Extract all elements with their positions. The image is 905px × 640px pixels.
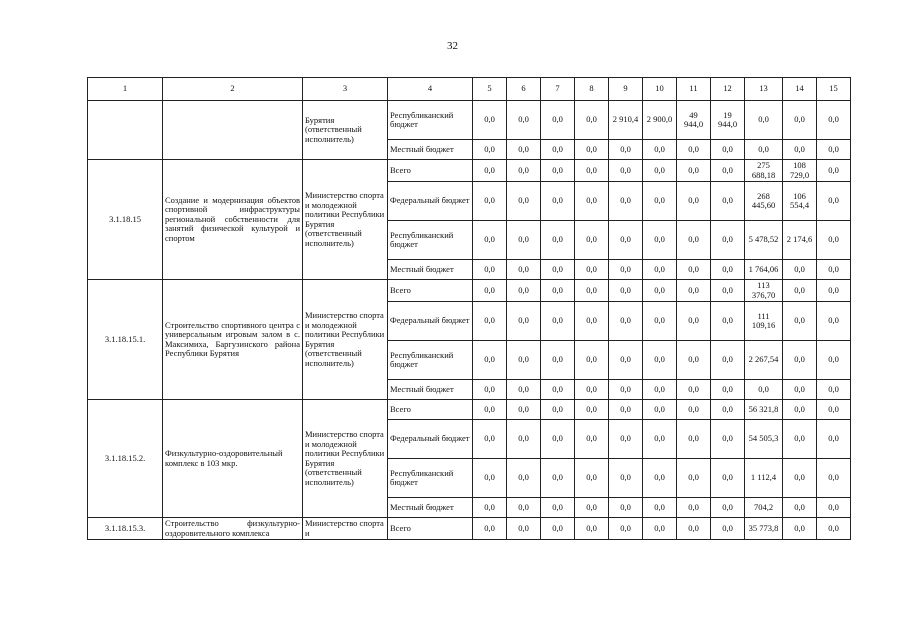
value-cell: 0,0	[711, 140, 745, 160]
value-cell: 0,0	[677, 302, 711, 341]
value-cell: 0,0	[541, 280, 575, 302]
value-cell: 0,0	[643, 280, 677, 302]
value-cell: 0,0	[643, 160, 677, 182]
funding-source-cell: Местный бюджет	[388, 140, 473, 160]
funding-source-cell: Всего	[388, 280, 473, 302]
budget-table	[87, 77, 851, 540]
value-cell: 0,0	[575, 380, 609, 400]
funding-source-cell: Всего	[388, 400, 473, 420]
funding-source-cell: Республиканский бюджет	[388, 341, 473, 380]
value-cell: 5 478,52	[745, 221, 783, 260]
value-cell: 0,0	[575, 459, 609, 498]
value-cell: 0,0	[783, 518, 817, 540]
value-cell: 0,0	[783, 498, 817, 518]
continuation-code	[88, 101, 163, 160]
value-cell: 0,0	[643, 221, 677, 260]
value-cell: 0,0	[817, 140, 851, 160]
value-cell: 0,0	[817, 182, 851, 221]
funding-source-cell: Всего	[388, 160, 473, 182]
value-cell: 0,0	[677, 160, 711, 182]
value-cell: 0,0	[473, 280, 507, 302]
value-cell: 0,0	[817, 260, 851, 280]
value-cell: 0,0	[711, 182, 745, 221]
value-cell: 0,0	[575, 498, 609, 518]
value-cell: 0,0	[817, 221, 851, 260]
value-cell: 0,0	[745, 140, 783, 160]
value-cell: 1 764,06	[745, 260, 783, 280]
value-cell: 19 944,0	[711, 101, 745, 140]
table-row	[88, 518, 851, 540]
value-cell: 0,0	[817, 341, 851, 380]
value-cell: 0,0	[609, 160, 643, 182]
funding-source-cell: Местный бюджет	[388, 260, 473, 280]
value-cell: 0,0	[575, 341, 609, 380]
value-cell: 0,0	[609, 380, 643, 400]
column-header-9: 9	[609, 78, 643, 101]
value-cell: 0,0	[473, 400, 507, 420]
column-header-12: 12	[711, 78, 745, 101]
value-cell: 0,0	[711, 380, 745, 400]
value-cell: 0,0	[541, 459, 575, 498]
value-cell: 0,0	[609, 498, 643, 518]
value-cell: 0,0	[507, 459, 541, 498]
value-cell: 0,0	[745, 380, 783, 400]
value-cell: 0,0	[507, 101, 541, 140]
value-cell: 108 729,0	[783, 160, 817, 182]
continuation-name	[163, 101, 303, 160]
value-cell: 0,0	[507, 400, 541, 420]
column-header-14: 14	[783, 78, 817, 101]
value-cell: 0,0	[711, 459, 745, 498]
value-cell: 0,0	[507, 260, 541, 280]
funding-source-cell: Всего	[388, 518, 473, 540]
table-row	[88, 400, 851, 420]
value-cell: 0,0	[609, 302, 643, 341]
funding-source-cell: Местный бюджет	[388, 498, 473, 518]
value-cell: 0,0	[507, 302, 541, 341]
funding-source-cell: Республиканский бюджет	[388, 101, 473, 140]
value-cell: 0,0	[575, 182, 609, 221]
value-cell: 0,0	[541, 182, 575, 221]
group-2-name: Строительство спортивного центра с универсальным игровым залом в с. Максимиха, Баргузинского района Республики Бурятия	[163, 280, 303, 400]
value-cell: 0,0	[677, 400, 711, 420]
value-cell: 0,0	[643, 260, 677, 280]
value-cell: 0,0	[473, 420, 507, 459]
value-cell: 0,0	[711, 518, 745, 540]
value-cell: 0,0	[541, 400, 575, 420]
value-cell: 0,0	[575, 280, 609, 302]
value-cell: 0,0	[711, 280, 745, 302]
value-cell: 0,0	[643, 380, 677, 400]
value-cell: 0,0	[817, 498, 851, 518]
value-cell: 0,0	[711, 302, 745, 341]
value-cell: 0,0	[711, 498, 745, 518]
value-cell: 0,0	[677, 420, 711, 459]
value-cell: 113 376,70	[745, 280, 783, 302]
value-cell: 0,0	[507, 140, 541, 160]
value-cell: 0,0	[783, 280, 817, 302]
table-row	[88, 280, 851, 302]
value-cell: 0,0	[473, 302, 507, 341]
value-cell: 0,0	[541, 498, 575, 518]
continuation-owner: Бурятия (ответственный исполнитель)	[303, 101, 388, 160]
value-cell: 0,0	[643, 420, 677, 459]
column-header-15: 15	[817, 78, 851, 101]
value-cell: 0,0	[609, 280, 643, 302]
value-cell: 0,0	[817, 302, 851, 341]
value-cell: 0,0	[643, 400, 677, 420]
column-header-5: 5	[473, 78, 507, 101]
value-cell: 2 174,6	[783, 221, 817, 260]
funding-source-cell: Федеральный бюджет	[388, 182, 473, 221]
column-header-13: 13	[745, 78, 783, 101]
value-cell: 0,0	[473, 182, 507, 221]
value-cell: 0,0	[643, 341, 677, 380]
value-cell: 0,0	[817, 400, 851, 420]
value-cell: 0,0	[507, 498, 541, 518]
column-header-4: 4	[388, 78, 473, 101]
value-cell: 0,0	[711, 260, 745, 280]
value-cell: 49 944,0	[677, 101, 711, 140]
value-cell: 1 112,4	[745, 459, 783, 498]
value-cell: 0,0	[783, 101, 817, 140]
funding-source-cell: Федеральный бюджет	[388, 302, 473, 341]
value-cell: 0,0	[575, 518, 609, 540]
value-cell: 0,0	[541, 518, 575, 540]
group-1-name: Создание и модернизация объектов спортивной инфраструктуры региональной собственности для занятий физической культурой и спортом	[163, 160, 303, 280]
group-4-owner: Министерство спорта и	[303, 518, 388, 540]
value-cell: 268 445,60	[745, 182, 783, 221]
value-cell: 0,0	[711, 400, 745, 420]
value-cell: 54 505,3	[745, 420, 783, 459]
value-cell: 2 267,54	[745, 341, 783, 380]
value-cell: 0,0	[609, 420, 643, 459]
value-cell: 0,0	[677, 260, 711, 280]
column-header-3: 3	[303, 78, 388, 101]
value-cell: 0,0	[677, 498, 711, 518]
value-cell: 704,2	[745, 498, 783, 518]
value-cell: 0,0	[783, 459, 817, 498]
funding-source-cell: Местный бюджет	[388, 380, 473, 400]
value-cell: 0,0	[575, 160, 609, 182]
value-cell: 0,0	[677, 140, 711, 160]
value-cell: 0,0	[473, 140, 507, 160]
value-cell: 0,0	[609, 140, 643, 160]
value-cell: 0,0	[575, 400, 609, 420]
value-cell: 0,0	[783, 302, 817, 341]
value-cell: 0,0	[507, 160, 541, 182]
funding-source-cell: Республиканский бюджет	[388, 221, 473, 260]
column-header-2: 2	[163, 78, 303, 101]
value-cell: 0,0	[575, 302, 609, 341]
value-cell: 0,0	[541, 140, 575, 160]
column-header-6: 6	[507, 78, 541, 101]
value-cell: 0,0	[817, 420, 851, 459]
value-cell: 0,0	[677, 341, 711, 380]
value-cell: 0,0	[783, 380, 817, 400]
column-header-1: 1	[88, 78, 163, 101]
value-cell: 0,0	[507, 420, 541, 459]
table-row	[88, 160, 851, 182]
value-cell: 0,0	[817, 160, 851, 182]
value-cell: 0,0	[609, 518, 643, 540]
value-cell: 2 910,4	[609, 101, 643, 140]
value-cell: 0,0	[677, 221, 711, 260]
value-cell: 0,0	[783, 341, 817, 380]
value-cell: 0,0	[575, 101, 609, 140]
value-cell: 2 900,0	[643, 101, 677, 140]
value-cell: 0,0	[817, 518, 851, 540]
value-cell: 0,0	[643, 498, 677, 518]
column-header-10: 10	[643, 78, 677, 101]
value-cell: 0,0	[507, 341, 541, 380]
value-cell: 0,0	[643, 302, 677, 341]
column-header-11: 11	[677, 78, 711, 101]
value-cell: 0,0	[783, 260, 817, 280]
value-cell: 0,0	[783, 400, 817, 420]
value-cell: 0,0	[677, 459, 711, 498]
value-cell: 0,0	[541, 221, 575, 260]
value-cell: 0,0	[541, 380, 575, 400]
value-cell: 56 321,8	[745, 400, 783, 420]
value-cell: 0,0	[473, 101, 507, 140]
value-cell: 0,0	[783, 420, 817, 459]
group-3-owner: Министерство спорта и молодежной политики Республики Бурятия (ответственный исполнитель)	[303, 400, 388, 518]
column-header-7: 7	[541, 78, 575, 101]
value-cell: 0,0	[711, 420, 745, 459]
value-cell: 0,0	[643, 182, 677, 221]
value-cell: 0,0	[473, 341, 507, 380]
value-cell: 0,0	[609, 260, 643, 280]
value-cell: 0,0	[711, 221, 745, 260]
value-cell: 0,0	[507, 518, 541, 540]
funding-source-cell: Республиканский бюджет	[388, 459, 473, 498]
value-cell: 0,0	[507, 280, 541, 302]
group-4-name: Строительство физкультурно-оздоровительного комплекса	[163, 518, 303, 540]
value-cell: 0,0	[575, 260, 609, 280]
value-cell: 0,0	[541, 302, 575, 341]
value-cell: 0,0	[677, 280, 711, 302]
value-cell: 0,0	[817, 380, 851, 400]
value-cell: 0,0	[507, 182, 541, 221]
table-row	[88, 101, 851, 140]
group-2-code: 3.1.18.15.1.	[88, 280, 163, 400]
value-cell: 0,0	[541, 101, 575, 140]
value-cell: 0,0	[609, 459, 643, 498]
funding-source-cell: Федеральный бюджет	[388, 420, 473, 459]
header-row	[88, 78, 851, 101]
group-2-owner: Министерство спорта и молодежной политики Республики Бурятия (ответственный исполнитель)	[303, 280, 388, 400]
value-cell: 0,0	[643, 140, 677, 160]
value-cell: 0,0	[473, 160, 507, 182]
group-3-code: 3.1.18.15.2.	[88, 400, 163, 518]
value-cell: 0,0	[817, 459, 851, 498]
value-cell: 0,0	[783, 140, 817, 160]
value-cell: 0,0	[473, 518, 507, 540]
table-body	[88, 101, 851, 540]
value-cell: 0,0	[609, 341, 643, 380]
value-cell: 0,0	[677, 380, 711, 400]
value-cell: 0,0	[473, 380, 507, 400]
value-cell: 0,0	[541, 260, 575, 280]
value-cell: 35 773,8	[745, 518, 783, 540]
value-cell: 0,0	[677, 182, 711, 221]
value-cell: 0,0	[711, 160, 745, 182]
value-cell: 0,0	[473, 498, 507, 518]
group-1-code: 3.1.18.15	[88, 160, 163, 280]
value-cell: 0,0	[575, 221, 609, 260]
value-cell: 0,0	[473, 459, 507, 498]
value-cell: 0,0	[817, 101, 851, 140]
value-cell: 0,0	[575, 140, 609, 160]
value-cell: 0,0	[711, 341, 745, 380]
value-cell: 0,0	[575, 420, 609, 459]
value-cell: 106 554,4	[783, 182, 817, 221]
value-cell: 0,0	[677, 518, 711, 540]
value-cell: 0,0	[473, 221, 507, 260]
value-cell: 275 688,18	[745, 160, 783, 182]
value-cell: 0,0	[541, 160, 575, 182]
page-number: 32	[447, 40, 458, 52]
value-cell: 0,0	[541, 420, 575, 459]
group-3-name: Физкультурно-оздоровительный комплекс в 103 мкр.	[163, 400, 303, 518]
group-4-code: 3.1.18.15.3.	[88, 518, 163, 540]
value-cell: 0,0	[507, 221, 541, 260]
value-cell: 0,0	[507, 380, 541, 400]
value-cell: 0,0	[541, 341, 575, 380]
value-cell: 0,0	[745, 101, 783, 140]
value-cell: 0,0	[609, 221, 643, 260]
column-header-8: 8	[575, 78, 609, 101]
value-cell: 111 109,16	[745, 302, 783, 341]
value-cell: 0,0	[643, 518, 677, 540]
value-cell: 0,0	[473, 260, 507, 280]
group-1-owner: Министерство спорта и молодежной политики Республики Бурятия (ответственный исполнитель)	[303, 160, 388, 280]
value-cell: 0,0	[609, 400, 643, 420]
value-cell: 0,0	[817, 280, 851, 302]
value-cell: 0,0	[643, 459, 677, 498]
value-cell: 0,0	[609, 182, 643, 221]
